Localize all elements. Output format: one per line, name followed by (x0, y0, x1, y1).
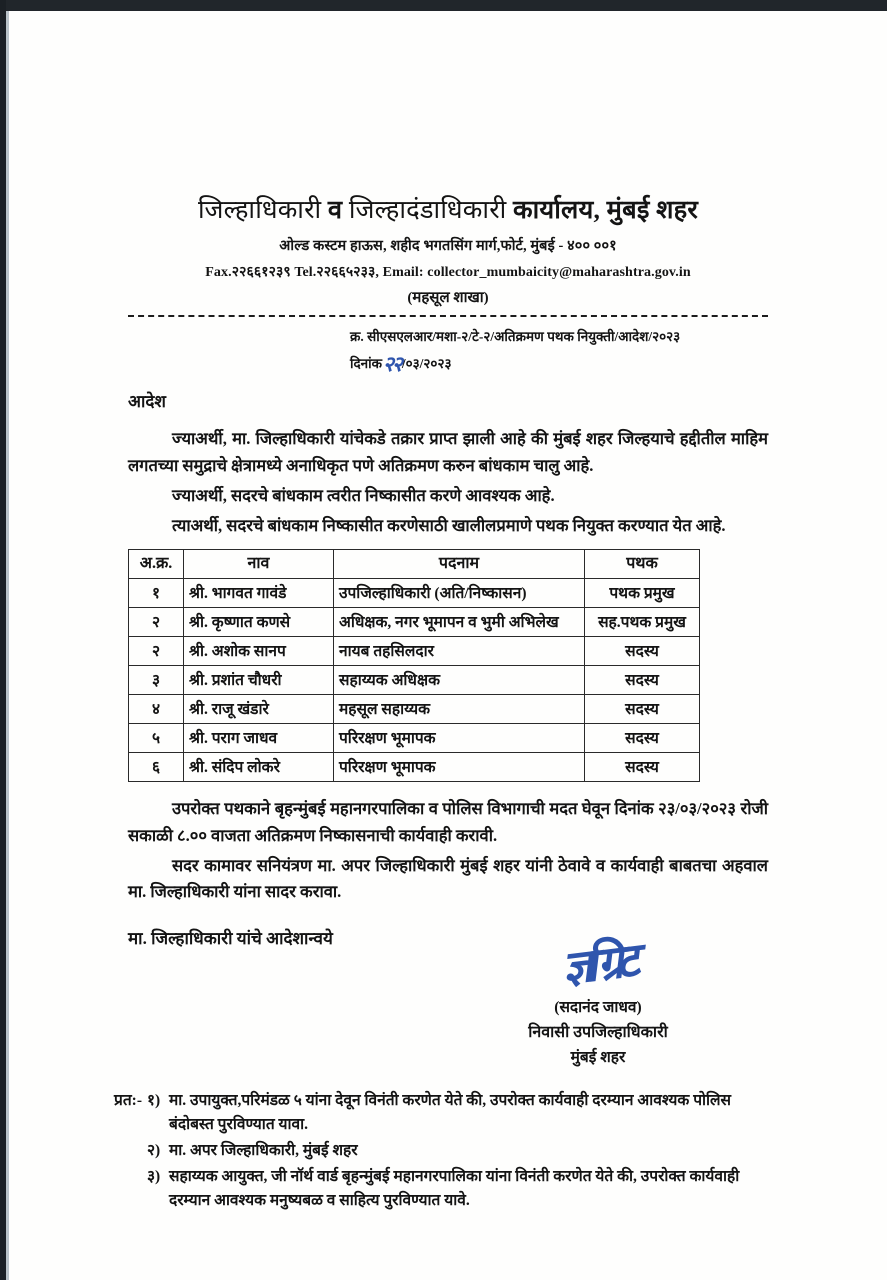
cell-serial: ५ (129, 724, 184, 753)
table-row (129, 724, 700, 753)
letterhead (128, 194, 768, 307)
crew-table-body (129, 579, 700, 782)
cell-designation: अधिक्षक, नगर भूमापन व भुमी अभिलेख (334, 608, 585, 637)
table-row (129, 637, 700, 666)
cell-serial: २ (129, 608, 184, 637)
body-paragraph-5: सदर कामावर सनियंत्रण मा. अपर जिल्हाधिकारी मुंबई शहर यांनी ठेवावे व कार्यवाही बाबतचा अहवाल मा. जिल्हाधिकारी यांना सादर करावा. (128, 855, 768, 902)
crew-table (128, 549, 700, 782)
table-row (129, 579, 700, 608)
office-title-conjunction: व (327, 195, 343, 224)
cell-team: सदस्य (585, 695, 700, 724)
list-item (147, 1089, 768, 1137)
table-row (129, 608, 700, 637)
cell-designation: सहाय्यक अधिक्षक (334, 666, 585, 695)
date-label: दिनांक (350, 355, 383, 371)
list-item (147, 1165, 768, 1213)
cell-serial: १ (129, 579, 184, 608)
reference-number: क्र. सीएसएलआर/मशा-२/टे-२/अतिक्रमण पथक नियुक्ती/आदेश/२०२३ (350, 328, 681, 344)
scan-top-edge (0, 0, 887, 11)
office-address: ओल्ड कस्टम हाऊस, शहीद भगतसिंग मार्ग,फोर्ट, मुंबई - ४०० ००१ (279, 237, 617, 254)
cell-serial: ६ (129, 753, 184, 782)
header-divider (128, 315, 768, 317)
body-paragraph-4: उपरोक्त पथकाने बृहन्मुंबई महानगरपालिका व पोलिस विभागाची मदत घेवून दिनांक २३/०३/२०२३ रोजी सकाळी ८.०० वाजता अतिक्रमण निष्कासनाची कार्यवाही करावी. (128, 799, 768, 845)
cell-designation: महसूल सहाय्यक (334, 695, 585, 724)
cell-designation: नायब तहसिलदार (334, 637, 585, 666)
date-handwritten-stamp: २२ (383, 350, 401, 376)
column-header-team: पथक (585, 550, 700, 579)
cell-serial: २ (129, 637, 184, 666)
cell-name: श्री. कृष्णात कणसे (184, 608, 334, 637)
office-title (128, 194, 768, 226)
body-paragraph-2: ज्याअर्थी, सदरचे बांधकाम त्वरीत निष्कासीत करणे आवश्यक आहे. (172, 485, 555, 505)
office-title-part1: जिल्हाधिकारी (197, 195, 322, 224)
cell-name: श्री. भागवत गावंडे (184, 579, 334, 608)
signatory-name: (सदानंद जाधव) (554, 999, 642, 1017)
office-title-part3: कार्यालय, मुंबई शहर (513, 195, 699, 224)
table-header-row (129, 550, 700, 579)
cell-designation: परिरक्षण भूमापक (334, 753, 585, 782)
column-header-designation: पदनाम (334, 550, 585, 579)
copy-to-item-text: मा. उपायुक्त,परिमंडळ ५ यांना देवून विनंती करणेत येते की, उपरोक्त कार्यवाही दरम्यान आवश्यक पोलिस बंदोबस्त पुरविण्यात यावा. (168, 1092, 732, 1134)
order-by-authority: मा. जिल्हाधिकारी यांचे आदेशान्वये (128, 929, 333, 949)
cell-team: सदस्य (585, 724, 700, 753)
office-contact: Fax.२२६६१२३९ Tel.२२६६५२३३, Email: collector_mumbaicity@maharashtra.gov.in (205, 264, 691, 280)
office-title-part2: जिल्हादंडाधिकारी (348, 195, 507, 224)
date-remainder: /०३/२०२३ (401, 355, 452, 371)
cell-name: श्री. संदिप लोकरे (184, 753, 334, 782)
column-header-serial: अ.क्र. (129, 550, 184, 579)
cell-name: श्री. अशोक सानप (184, 637, 334, 666)
reference-block (128, 327, 768, 380)
cell-designation: परिरक्षण भूमापक (334, 724, 585, 753)
cell-team: सदस्य (585, 753, 700, 782)
cell-name: श्री. राजू खंडारे (184, 695, 334, 724)
signatory-designation: निवासी उपजिल्हाधिकारी (528, 1024, 668, 1042)
signatory-place: मुंबई शहर (570, 1049, 626, 1067)
order-heading: आदेश (128, 392, 166, 412)
cell-serial: ४ (129, 695, 184, 724)
cell-team: सदस्य (585, 666, 700, 695)
table-row (129, 666, 700, 695)
table-row (129, 695, 700, 724)
cell-team: सदस्य (585, 637, 700, 666)
copy-to-item-text: सहाय्यक आयुक्त, जी नॉर्थ वार्ड बृहन्मुंबई महानगरपालिका यांना विनंती करणेत येते की, उपरोक्त कार्यवाही दरम्यान आवश्यक मनुष्यबळ व साहित्य पुरविण्यात यावे. (168, 1168, 740, 1210)
table-row (129, 753, 700, 782)
copy-to-block (114, 1089, 768, 1215)
copy-to-row (114, 1089, 768, 1215)
cell-team: सह.पथक प्रमुख (585, 608, 700, 637)
copy-to-label: प्रत:- (114, 1092, 142, 1110)
cell-name: श्री. पराग जाधव (184, 724, 334, 753)
cell-team: पथक प्रमुख (585, 579, 700, 608)
signature-mark: ज्ञग्रिट (559, 933, 636, 996)
copy-to-item-number: १) (146, 1092, 161, 1110)
crew-table-wrapper (128, 549, 768, 782)
reference-date (350, 348, 768, 381)
copy-to-item-text: मा. अपर जिल्हाधिकारी, मुंबई शहर (168, 1142, 358, 1160)
crew-table-head (129, 550, 700, 579)
body-paragraph-3: त्याअर्थी, सदरचे बांधकाम निष्कासीत करणेसाठी खालीलप्रमाणे पथक नियुक्त करण्यात येत आहे. (172, 515, 726, 535)
column-header-name: नाव (184, 550, 334, 579)
office-branch: (महसूल शाखा) (407, 289, 489, 306)
body-paragraph-1: ज्याअर्थी, मा. जिल्हाधिकारी यांचेकडे तक्रार प्राप्त झाली आहे की मुंबई शहर जिल्हयाचे हद्दीतील माहिम लगतच्या समुद्राचे क्षेत्रामध्ये अनाधिकृत पणे अतिक्रमण करुन बांधकाम चालु आहे. (128, 429, 768, 476)
copy-to-item-number: ३) (146, 1168, 161, 1186)
list-item (147, 1139, 768, 1163)
cell-serial: ३ (129, 666, 184, 695)
copy-to-item-number: २) (146, 1142, 161, 1160)
copy-to-list (147, 1089, 768, 1215)
document-content (114, 11, 768, 1215)
cell-name: श्री. प्रशांत चौधरी (184, 666, 334, 695)
document-page (9, 11, 887, 1280)
cell-designation: उपजिल्हाधिकारी (अति/निष्कासन) (334, 579, 585, 608)
